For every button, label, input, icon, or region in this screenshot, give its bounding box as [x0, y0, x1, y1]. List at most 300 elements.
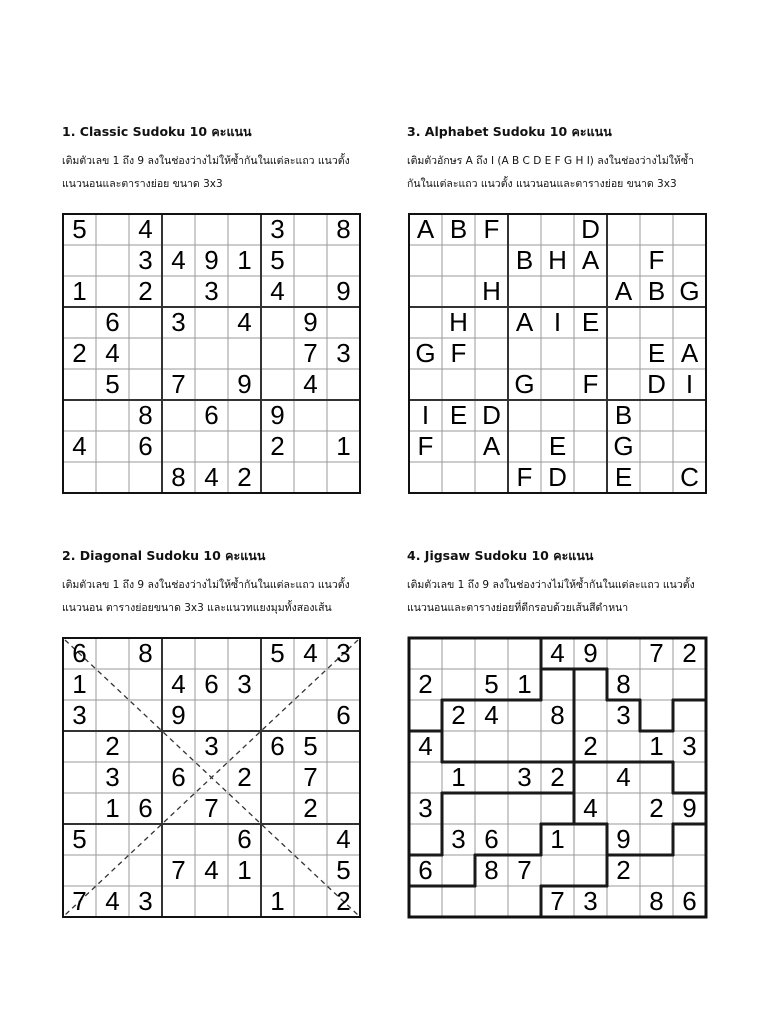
empty-cell[interactable]	[475, 762, 508, 793]
given-cell: 2	[72, 338, 87, 368]
empty-cell[interactable]	[541, 369, 574, 400]
given-cell: 2	[616, 855, 631, 885]
empty-cell[interactable]	[475, 886, 508, 917]
empty-cell[interactable]	[96, 700, 129, 731]
given-cell: 4	[270, 276, 285, 306]
empty-cell[interactable]	[96, 638, 129, 669]
given-cell: F	[450, 338, 467, 368]
empty-cell[interactable]	[228, 276, 261, 307]
empty-cell[interactable]	[63, 462, 96, 493]
alphabet-desc-line-2: กันในแต่ละแถว แนวตั้ง แนวนอนและตารางย่อย ขนาด 3x3	[407, 178, 677, 190]
empty-cell[interactable]	[508, 793, 541, 824]
empty-cell[interactable]	[541, 731, 574, 762]
diagonal-title: 2. Diagonal Sudoku 10 คะแนน	[62, 548, 266, 563]
given-cell: E	[581, 307, 600, 337]
empty-cell[interactable]	[228, 886, 261, 917]
empty-cell[interactable]	[574, 762, 607, 793]
empty-cell[interactable]	[640, 462, 673, 493]
empty-cell[interactable]	[327, 793, 360, 824]
given-cell: 9	[270, 400, 285, 430]
given-cell: 4	[204, 462, 219, 492]
given-cell: 9	[171, 700, 186, 730]
given-cell: 1	[649, 731, 664, 761]
empty-cell[interactable]	[96, 855, 129, 886]
empty-cell[interactable]	[475, 245, 508, 276]
empty-cell[interactable]	[475, 462, 508, 493]
empty-cell[interactable]	[508, 338, 541, 369]
empty-cell[interactable]	[261, 307, 294, 338]
empty-cell[interactable]	[673, 700, 706, 731]
empty-cell[interactable]	[508, 431, 541, 462]
given-cell: 3	[237, 669, 252, 699]
given-cell: 5	[484, 669, 499, 699]
empty-cell[interactable]	[541, 214, 574, 245]
empty-cell[interactable]	[607, 307, 640, 338]
classic-desc-line-2: แนวนอนและตารางย่อย ขนาด 3x3	[62, 178, 223, 190]
given-cell: 4	[105, 886, 120, 916]
empty-cell[interactable]	[327, 669, 360, 700]
empty-cell[interactable]	[294, 669, 327, 700]
given-cell: F	[483, 214, 500, 244]
given-cell: 3	[682, 731, 697, 761]
empty-cell[interactable]	[195, 886, 228, 917]
given-cell: C	[680, 462, 699, 492]
empty-cell[interactable]	[162, 793, 195, 824]
empty-cell[interactable]	[63, 369, 96, 400]
given-cell: 9	[682, 793, 697, 823]
empty-cell[interactable]	[294, 462, 327, 493]
empty-cell[interactable]	[63, 245, 96, 276]
given-cell: 4	[171, 245, 186, 275]
empty-cell[interactable]	[442, 245, 475, 276]
given-cell: 3	[138, 886, 153, 916]
given-cell: 5	[270, 245, 285, 275]
given-cell: A	[680, 338, 699, 368]
given-cell: E	[548, 431, 567, 461]
empty-cell[interactable]	[96, 214, 129, 245]
empty-cell[interactable]	[228, 638, 261, 669]
empty-cell[interactable]	[475, 307, 508, 338]
given-cell: 1	[550, 824, 565, 854]
given-cell: B	[647, 276, 666, 306]
empty-cell[interactable]	[228, 793, 261, 824]
empty-cell[interactable]	[541, 276, 574, 307]
empty-cell[interactable]	[673, 855, 706, 886]
empty-cell[interactable]	[442, 855, 475, 886]
empty-cell[interactable]	[574, 669, 607, 700]
empty-cell[interactable]	[294, 431, 327, 462]
given-cell: 4	[204, 855, 219, 885]
given-cell: D	[581, 214, 600, 244]
empty-cell[interactable]	[195, 369, 228, 400]
empty-cell[interactable]	[261, 369, 294, 400]
given-cell: 2	[336, 886, 351, 916]
empty-cell[interactable]	[673, 824, 706, 855]
empty-cell[interactable]	[673, 307, 706, 338]
empty-cell[interactable]	[327, 245, 360, 276]
given-cell: 2	[270, 431, 285, 461]
empty-cell[interactable]	[607, 638, 640, 669]
given-cell: 3	[270, 214, 285, 244]
empty-cell[interactable]	[162, 731, 195, 762]
empty-cell[interactable]	[640, 762, 673, 793]
given-cell: 7	[204, 793, 219, 823]
given-cell: 9	[237, 369, 252, 399]
empty-cell[interactable]	[162, 276, 195, 307]
empty-cell[interactable]	[475, 638, 508, 669]
given-cell: 2	[583, 731, 598, 761]
given-cell: A	[482, 431, 501, 461]
jigsaw-desc-line-2: แนวนอนและตารางย่อยที่ตีกรอบด้วยเส้นสีดำหนา	[407, 602, 629, 614]
given-cell: B	[515, 245, 534, 275]
empty-cell[interactable]	[294, 400, 327, 431]
given-cell: 7	[72, 886, 87, 916]
empty-cell[interactable]	[195, 431, 228, 462]
given-cell: 3	[204, 731, 219, 761]
given-cell: 8	[616, 669, 631, 699]
empty-cell[interactable]	[195, 638, 228, 669]
empty-cell[interactable]	[63, 793, 96, 824]
given-cell: 9	[204, 245, 219, 275]
empty-cell[interactable]	[96, 462, 129, 493]
given-cell: 4	[303, 638, 318, 668]
empty-cell[interactable]	[607, 886, 640, 917]
given-cell: A	[581, 245, 600, 275]
empty-cell[interactable]	[541, 855, 574, 886]
empty-cell[interactable]	[640, 669, 673, 700]
empty-cell[interactable]	[195, 824, 228, 855]
given-cell: 2	[237, 762, 252, 792]
empty-cell[interactable]	[508, 700, 541, 731]
given-cell: I	[553, 307, 562, 337]
empty-cell[interactable]	[574, 824, 607, 855]
empty-cell[interactable]	[442, 431, 475, 462]
empty-cell[interactable]	[162, 400, 195, 431]
given-cell: 2	[550, 762, 565, 792]
given-cell: 2	[105, 731, 120, 761]
empty-cell[interactable]	[409, 824, 442, 855]
empty-cell[interactable]	[228, 431, 261, 462]
empty-cell[interactable]	[409, 276, 442, 307]
empty-cell[interactable]	[607, 338, 640, 369]
given-cell: H	[449, 307, 468, 337]
empty-cell[interactable]	[162, 431, 195, 462]
empty-cell[interactable]	[607, 245, 640, 276]
given-cell: G	[679, 276, 700, 306]
empty-cell[interactable]	[327, 731, 360, 762]
empty-cell[interactable]	[96, 276, 129, 307]
classic-desc-line-1: เติมตัวเลข 1 ถึง 9 ลงในช่องว่างไม่ให้ซ้ำกันในแต่ละแถว แนวตั้ง	[62, 155, 350, 167]
empty-cell[interactable]	[442, 462, 475, 493]
empty-cell[interactable]	[442, 638, 475, 669]
empty-cell[interactable]	[442, 886, 475, 917]
empty-cell[interactable]	[129, 762, 162, 793]
empty-cell[interactable]	[294, 214, 327, 245]
empty-cell[interactable]	[129, 700, 162, 731]
given-cell: F	[648, 245, 665, 275]
empty-cell[interactable]	[409, 369, 442, 400]
empty-cell[interactable]	[294, 245, 327, 276]
empty-cell[interactable]	[673, 431, 706, 462]
empty-cell[interactable]	[508, 400, 541, 431]
empty-cell[interactable]	[475, 731, 508, 762]
given-cell: 8	[171, 462, 186, 492]
empty-cell[interactable]	[508, 276, 541, 307]
diagonal-desc-line-1: เติมตัวเลข 1 ถึง 9 ลงในช่องว่างไม่ให้ซ้ำกันในแต่ละแถว แนวตั้ง	[62, 579, 350, 591]
empty-cell[interactable]	[96, 400, 129, 431]
empty-cell[interactable]	[162, 886, 195, 917]
given-cell: D	[482, 400, 501, 430]
empty-cell[interactable]	[640, 824, 673, 855]
empty-cell[interactable]	[195, 762, 228, 793]
given-cell: 5	[72, 214, 87, 244]
given-cell: 6	[138, 431, 153, 461]
empty-cell[interactable]	[327, 762, 360, 793]
given-cell: 9	[583, 638, 598, 668]
empty-cell[interactable]	[228, 700, 261, 731]
empty-cell[interactable]	[96, 669, 129, 700]
diagonal-sudoku-grid	[63, 638, 360, 917]
empty-cell[interactable]	[541, 793, 574, 824]
given-cell: 5	[336, 855, 351, 885]
empty-cell[interactable]	[327, 369, 360, 400]
empty-cell[interactable]	[640, 431, 673, 462]
empty-cell[interactable]	[195, 307, 228, 338]
empty-cell[interactable]	[261, 338, 294, 369]
empty-cell[interactable]	[63, 307, 96, 338]
empty-cell[interactable]	[673, 214, 706, 245]
empty-cell[interactable]	[409, 638, 442, 669]
given-cell: 8	[550, 700, 565, 730]
empty-cell[interactable]	[442, 793, 475, 824]
empty-cell[interactable]	[129, 824, 162, 855]
given-cell: 1	[72, 669, 87, 699]
given-cell: 3	[336, 638, 351, 668]
empty-cell[interactable]	[327, 462, 360, 493]
given-cell: 4	[72, 431, 87, 461]
given-cell: 9	[303, 307, 318, 337]
empty-cell[interactable]	[475, 338, 508, 369]
empty-cell[interactable]	[261, 824, 294, 855]
empty-cell[interactable]	[508, 214, 541, 245]
empty-cell[interactable]	[541, 400, 574, 431]
empty-cell[interactable]	[574, 462, 607, 493]
empty-cell[interactable]	[261, 793, 294, 824]
empty-cell[interactable]	[63, 855, 96, 886]
given-cell: 8	[336, 214, 351, 244]
empty-cell[interactable]	[475, 369, 508, 400]
empty-cell[interactable]	[162, 214, 195, 245]
empty-cell[interactable]	[640, 700, 673, 731]
empty-cell[interactable]	[607, 214, 640, 245]
empty-cell[interactable]	[228, 214, 261, 245]
empty-cell[interactable]	[409, 245, 442, 276]
given-cell: 6	[336, 700, 351, 730]
given-cell: 1	[336, 431, 351, 461]
empty-cell[interactable]	[294, 700, 327, 731]
empty-cell[interactable]	[294, 276, 327, 307]
given-cell: 1	[105, 793, 120, 823]
empty-cell[interactable]	[409, 700, 442, 731]
alphabet-sudoku-grid	[409, 214, 706, 493]
given-cell: 4	[616, 762, 631, 792]
given-cell: A	[614, 276, 633, 306]
given-cell: 2	[237, 462, 252, 492]
empty-cell[interactable]	[475, 793, 508, 824]
given-cell: 3	[451, 824, 466, 854]
empty-cell[interactable]	[162, 824, 195, 855]
given-cell: 7	[550, 886, 565, 916]
empty-cell[interactable]	[129, 855, 162, 886]
given-cell: 3	[418, 793, 433, 823]
empty-cell[interactable]	[195, 338, 228, 369]
empty-cell[interactable]	[96, 824, 129, 855]
given-cell: A	[416, 214, 435, 244]
jigsaw-title: 4. Jigsaw Sudoku 10 คะแนน	[407, 548, 594, 563]
empty-cell[interactable]	[442, 369, 475, 400]
empty-cell[interactable]	[96, 431, 129, 462]
empty-cell[interactable]	[129, 307, 162, 338]
empty-cell[interactable]	[409, 886, 442, 917]
given-cell: 4	[138, 214, 153, 244]
given-cell: 8	[484, 855, 499, 885]
given-cell: 4	[336, 824, 351, 854]
given-cell: 6	[682, 886, 697, 916]
given-cell: 5	[303, 731, 318, 761]
given-cell: 4	[237, 307, 252, 337]
given-cell: A	[515, 307, 534, 337]
empty-cell[interactable]	[261, 669, 294, 700]
given-cell: 7	[649, 638, 664, 668]
empty-cell[interactable]	[508, 731, 541, 762]
given-cell: 1	[517, 669, 532, 699]
given-cell: D	[548, 462, 567, 492]
empty-cell[interactable]	[409, 307, 442, 338]
given-cell: 7	[303, 762, 318, 792]
given-cell: F	[516, 462, 533, 492]
empty-cell[interactable]	[508, 824, 541, 855]
given-cell: 4	[171, 669, 186, 699]
given-cell: 7	[171, 855, 186, 885]
empty-cell[interactable]	[673, 400, 706, 431]
empty-cell[interactable]	[442, 731, 475, 762]
given-cell: 6	[237, 824, 252, 854]
given-cell: 7	[303, 338, 318, 368]
given-cell: 6	[171, 762, 186, 792]
empty-cell[interactable]	[640, 214, 673, 245]
empty-cell[interactable]	[129, 338, 162, 369]
empty-cell[interactable]	[162, 638, 195, 669]
empty-cell[interactable]	[508, 886, 541, 917]
empty-cell[interactable]	[541, 669, 574, 700]
empty-cell[interactable]	[574, 400, 607, 431]
empty-cell[interactable]	[607, 369, 640, 400]
empty-cell[interactable]	[574, 276, 607, 307]
given-cell: 4	[583, 793, 598, 823]
empty-cell[interactable]	[640, 855, 673, 886]
empty-cell[interactable]	[607, 731, 640, 762]
empty-cell[interactable]	[228, 731, 261, 762]
empty-cell[interactable]	[574, 431, 607, 462]
empty-cell[interactable]	[640, 400, 673, 431]
given-cell: G	[415, 338, 436, 368]
given-cell: F	[417, 431, 434, 461]
classic-section	[62, 122, 372, 196]
given-cell: 2	[303, 793, 318, 823]
empty-cell[interactable]	[261, 762, 294, 793]
empty-cell[interactable]	[63, 731, 96, 762]
given-cell: 2	[418, 669, 433, 699]
given-cell: 8	[138, 400, 153, 430]
empty-cell[interactable]	[508, 638, 541, 669]
empty-cell[interactable]	[574, 700, 607, 731]
given-cell: 3	[583, 886, 598, 916]
empty-cell[interactable]	[162, 338, 195, 369]
empty-cell[interactable]	[574, 338, 607, 369]
empty-cell[interactable]	[294, 824, 327, 855]
empty-cell[interactable]	[261, 855, 294, 886]
empty-cell[interactable]	[673, 669, 706, 700]
given-cell: 6	[418, 855, 433, 885]
given-cell: 1	[72, 276, 87, 306]
empty-cell[interactable]	[63, 400, 96, 431]
jigsaw-sudoku-grid	[409, 638, 706, 917]
empty-cell[interactable]	[640, 307, 673, 338]
empty-cell[interactable]	[129, 369, 162, 400]
empty-cell[interactable]	[673, 762, 706, 793]
empty-cell[interactable]	[129, 669, 162, 700]
empty-cell[interactable]	[294, 886, 327, 917]
empty-cell[interactable]	[96, 245, 129, 276]
empty-cell[interactable]	[228, 400, 261, 431]
jigsaw-desc-line-1: เติมตัวเลข 1 ถึง 9 ลงในช่องว่างไม่ให้ซ้ำกันในแต่ละแถว แนวตั้ง	[407, 579, 695, 591]
given-cell: 3	[72, 700, 87, 730]
empty-cell[interactable]	[294, 855, 327, 886]
empty-cell[interactable]	[574, 855, 607, 886]
given-cell: H	[548, 245, 567, 275]
empty-cell[interactable]	[261, 700, 294, 731]
empty-cell[interactable]	[195, 700, 228, 731]
empty-cell[interactable]	[409, 762, 442, 793]
empty-cell[interactable]	[63, 762, 96, 793]
given-cell: B	[614, 400, 633, 430]
given-cell: 3	[105, 762, 120, 792]
classic-title: 1. Classic Sudoku 10 คะแนน	[62, 124, 252, 139]
given-cell: 1	[270, 886, 285, 916]
empty-cell[interactable]	[327, 400, 360, 431]
empty-cell[interactable]	[409, 462, 442, 493]
given-cell: 6	[72, 638, 87, 668]
empty-cell[interactable]	[195, 214, 228, 245]
empty-cell[interactable]	[541, 338, 574, 369]
empty-cell[interactable]	[673, 245, 706, 276]
empty-cell[interactable]	[442, 669, 475, 700]
empty-cell[interactable]	[442, 276, 475, 307]
empty-cell[interactable]	[607, 793, 640, 824]
given-cell: 8	[138, 638, 153, 668]
given-cell: 3	[138, 245, 153, 275]
empty-cell[interactable]	[327, 307, 360, 338]
empty-cell[interactable]	[129, 462, 162, 493]
given-cell: 4	[105, 338, 120, 368]
empty-cell[interactable]	[261, 462, 294, 493]
given-cell: 6	[270, 731, 285, 761]
empty-cell[interactable]	[129, 731, 162, 762]
given-cell: E	[614, 462, 633, 492]
given-cell: E	[647, 338, 666, 368]
given-cell: 2	[682, 638, 697, 668]
empty-cell[interactable]	[228, 338, 261, 369]
